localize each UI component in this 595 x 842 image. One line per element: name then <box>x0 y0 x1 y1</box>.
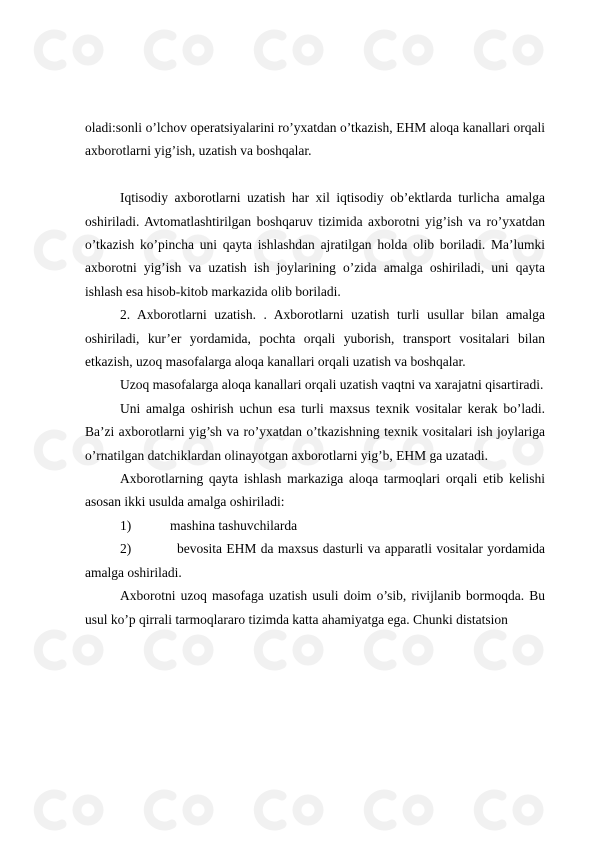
paragraph-gap <box>85 163 545 186</box>
list-item-number: 1) <box>120 517 132 533</box>
list-item-number: 2) <box>120 541 132 557</box>
list-item-2 <box>85 537 545 584</box>
document-body <box>85 116 545 631</box>
list-item-text: mashina tashuvchilarda <box>170 517 298 533</box>
list-item-text: bevosita EHM da maxsus dasturli va apparatli vositalar yordamida amalga oshiriladi. <box>85 541 545 580</box>
paragraph-distance-transfer: Axborotni uzoq masofaga uzatish usuli doim o’sib, rivijlanib bormoqda. Bu usul ko’p qirrali tarmoqlararo tizimda katta ahamiyatga ega. Chunki distatsion <box>85 588 545 627</box>
paragraph-technical-means: Uni amalga oshirish uchun esa turli maxsus texnik vositalar kerak bo’ladi. Ba’zi axborotlarni yig’sh va ro’yxatdan o’tkazishning texnik vositalari ish joylariga o’rnatilgan datchiklardan olinayotgan axborotlarni yig’b, EHM ga uzatadi. <box>85 400 545 463</box>
paragraph-continuation: oladi:sonli o’lchov operatsiyalarini ro’yxatdan o’tkazish, EHM aloqa kanallari orqali axborotlarni yig’ish, uzatish va boshqalar. <box>85 120 545 159</box>
paragraph-info-transfer: 2. Axborotlarni uzatish. . Axborotlarni uzatish turli usullar bilan amalga oshiriladi, kur’er yordamida, pochta orqali yuborish, transport vositalari bilan etkazish, uzoq masofalarga aloqa kanallari orqali uzatish va boshqalar. <box>85 307 545 370</box>
paragraph-long-distance: Uzoq masofalarga aloqa kanallari orqali uzatish vaqtni va xarajatni qisartiradi. <box>120 377 544 393</box>
paragraph-processing-center: Axborotlarning qayta ishlash markaziga aloqa tarmoqlari orqali etib kelishi asosan ikki usulda amalga oshiriladi: <box>85 471 545 510</box>
list-item-1 <box>85 514 545 537</box>
paragraph-economic-info: Iqtisodiy axborotlarni uzatish har xil iqtisodiy ob’ektlarda turlicha amalga oshiriladi. Avtomatlashtirilgan boshqaruv tizimida axborotni yig’ish va ro’yxatdan o’tkazish ko’pincha uni qayta ishlashdan ajratilgan holda olib boriladi. Ma’lumki axborotni yig’ish va uzatish ish joylarining o’zida amalga oshiriladi, uni qayta ishlash esa hisob-kitob markazida olib boriladi. <box>85 190 545 299</box>
